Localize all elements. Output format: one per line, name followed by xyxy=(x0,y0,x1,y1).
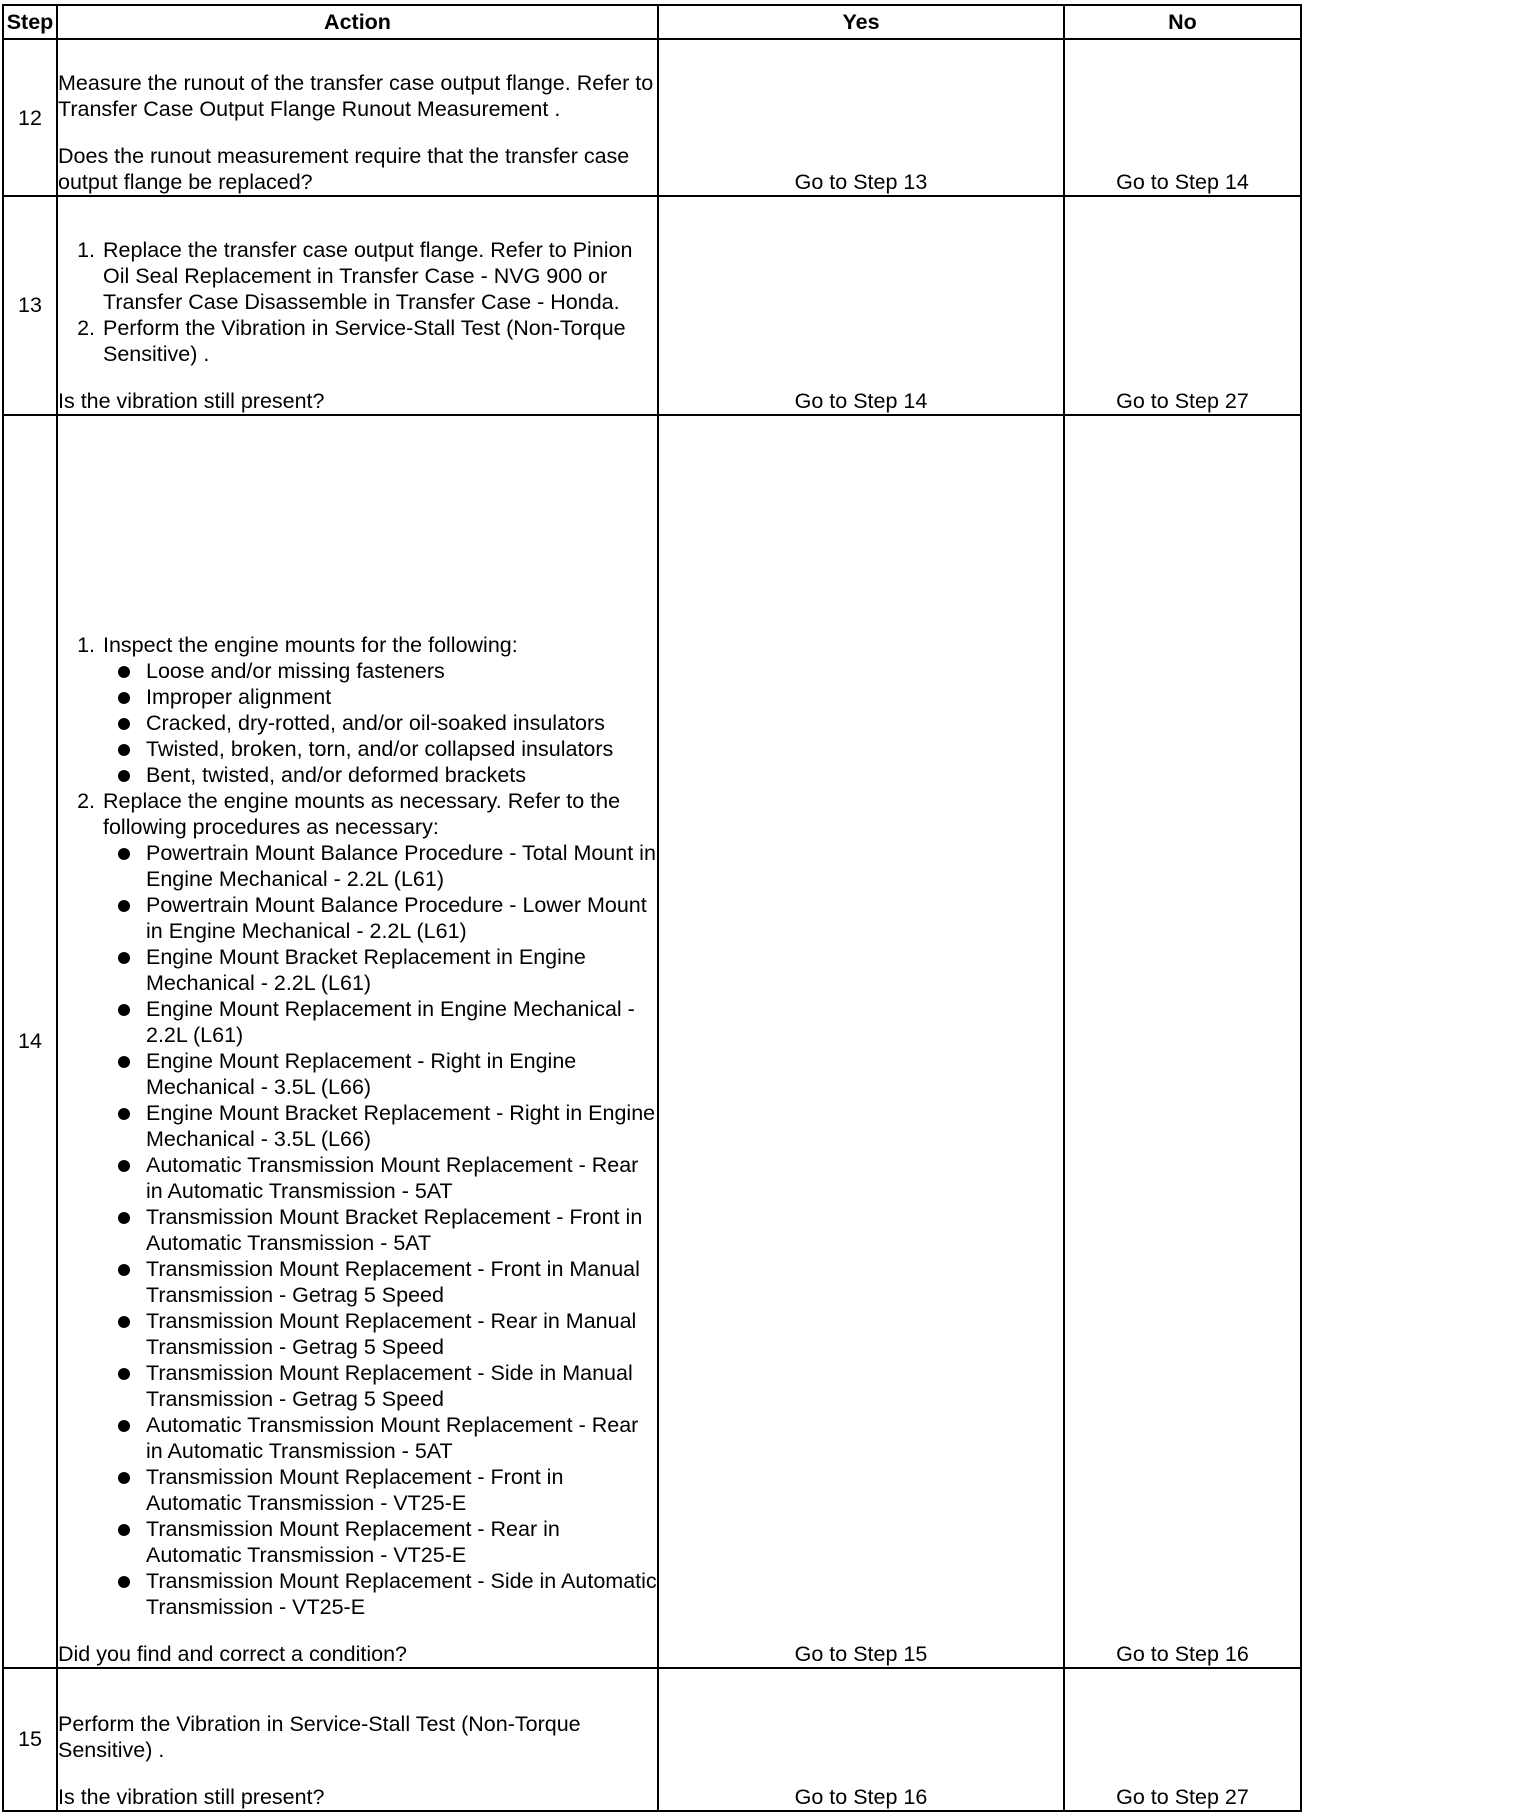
procedure-link[interactable]: Powertrain Mount Balance Procedure - Total Mount in Engine Mechanical - 2.2L (L61) xyxy=(146,840,656,891)
procedure-link[interactable]: Engine Mount Bracket Replacement in Engine Mechanical - 2.2L (L61) xyxy=(145,944,657,996)
action-cell xyxy=(57,196,658,415)
step-number: 12 xyxy=(3,39,57,196)
table-row-step-14 xyxy=(3,415,1301,1668)
list-item xyxy=(101,788,657,1620)
list-item: 1. Replace the transfer case output flange. Refer to Pinion Oil Seal Replacement in Transfer Case - NVG 900 or Transfer Case Disassemble in Transfer Case - Honda. xyxy=(101,237,657,315)
bullet-item: Cracked, dry-rotted, and/or oil-soaked insulators xyxy=(145,710,657,736)
table-row-step-12 xyxy=(3,39,1301,196)
list-item: 2. Perform the Vibration in Service-Stall Test (Non-Torque Sensitive) . xyxy=(101,315,657,367)
bullet-item: Bent, twisted, and/or deformed brackets xyxy=(145,762,657,788)
procedure-link[interactable]: Engine Mount Replacement - Right in Engine Mechanical - 3.5L (L66) xyxy=(145,1048,657,1100)
list-item-text: Inspect the engine mounts for the following: xyxy=(103,632,518,657)
procedure-link[interactable]: Automatic Transmission Mount Replacement - Rear in Automatic Transmission - 5AT xyxy=(145,1412,657,1464)
no-result: Go to Step 14 xyxy=(1064,39,1301,196)
procedure-link[interactable]: Transmission Mount Replacement - Front in Automatic Transmission - VT25-E xyxy=(145,1464,657,1516)
inspection-bullet-list xyxy=(103,658,657,788)
procedure-link[interactable]: Transmission Mount Replacement - Front in Manual Transmission - Getrag 5 Speed xyxy=(145,1256,657,1308)
action-question: Is the vibration still present? xyxy=(58,388,325,413)
header-row xyxy=(3,5,1301,39)
action-instruction: Measure the runout of the transfer case output flange. Refer to Transfer Case Output Flange Runout Measurement . xyxy=(58,71,654,122)
procedure-link[interactable]: Transmission Mount Bracket Replacement - Front in Automatic Transmission - 5AT xyxy=(145,1204,657,1256)
action-cell xyxy=(57,415,658,1668)
action-instruction: Perform the Vibration in Service-Stall Test (Non-Torque Sensitive) . xyxy=(58,1712,581,1762)
bullet-item: Twisted, broken, torn, and/or collapsed insulators xyxy=(145,736,657,762)
procedure-link[interactable]: Engine Mount Replacement in Engine Mechanical - 2.2L (L61) xyxy=(145,996,657,1048)
yes-result: Go to Step 14 xyxy=(658,196,1064,415)
numbered-list xyxy=(58,632,657,1620)
no-result: Go to Step 16 xyxy=(1064,415,1301,1668)
yes-result: Go to Step 15 xyxy=(658,415,1064,1668)
procedure-link[interactable]: Powertrain Mount Balance Procedure - Lower Mount in Engine Mechanical - 2.2L (L61) xyxy=(145,892,657,944)
step-number: 15 xyxy=(3,1668,57,1811)
no-result: Go to Step 27 xyxy=(1064,196,1301,415)
procedure-bullet-list xyxy=(103,840,657,1620)
action-question: Is the vibration still present? xyxy=(58,1785,325,1809)
action-question: Does the runout measurement require that the transfer case output flange be replaced? xyxy=(58,144,630,195)
yes-result: Go to Step 16 xyxy=(658,1668,1064,1811)
bullet-item: Loose and/or missing fasteners xyxy=(145,658,657,684)
no-result: Go to Step 27 xyxy=(1064,1668,1301,1811)
procedure-link[interactable]: Transmission Mount Replacement - Rear in Automatic Transmission - VT25-E xyxy=(145,1516,657,1568)
header-yes: Yes xyxy=(658,5,1064,39)
procedure-link[interactable]: Engine Mount Bracket Replacement - Right in Engine Mechanical - 3.5L (L66) xyxy=(146,1100,656,1151)
list-item xyxy=(101,632,657,788)
table-row-step-15 xyxy=(3,1668,1301,1811)
action-cell xyxy=(57,39,658,196)
procedure-link[interactable]: Automatic Transmission Mount Replacement - Rear in Automatic Transmission - 5AT xyxy=(145,1152,657,1204)
procedure-link[interactable]: Transmission Mount Replacement - Side in Manual Transmission - Getrag 5 Speed xyxy=(145,1360,657,1412)
step-number: 13 xyxy=(3,196,57,415)
numbered-list xyxy=(58,237,657,367)
bullet-item: Improper alignment xyxy=(145,684,657,710)
step-number: 14 xyxy=(3,415,57,1668)
header-no: No xyxy=(1064,5,1301,39)
procedure-link[interactable]: Transmission Mount Replacement - Side in Automatic Transmission - VT25-E xyxy=(146,1568,657,1619)
yes-result: Go to Step 13 xyxy=(658,39,1064,196)
table-row-step-13 xyxy=(3,196,1301,415)
list-item-text: Replace the engine mounts as necessary. Refer to the following procedures as necessary: xyxy=(103,788,621,839)
action-cell xyxy=(57,1668,658,1811)
procedure-link[interactable]: Transmission Mount Replacement - Rear in Manual Transmission - Getrag 5 Speed xyxy=(145,1308,657,1360)
header-action: Action xyxy=(57,5,658,39)
action-question: Did you find and correct a condition? xyxy=(58,1641,407,1666)
diagnostic-table xyxy=(2,4,1302,1812)
header-step: Step xyxy=(3,5,57,39)
